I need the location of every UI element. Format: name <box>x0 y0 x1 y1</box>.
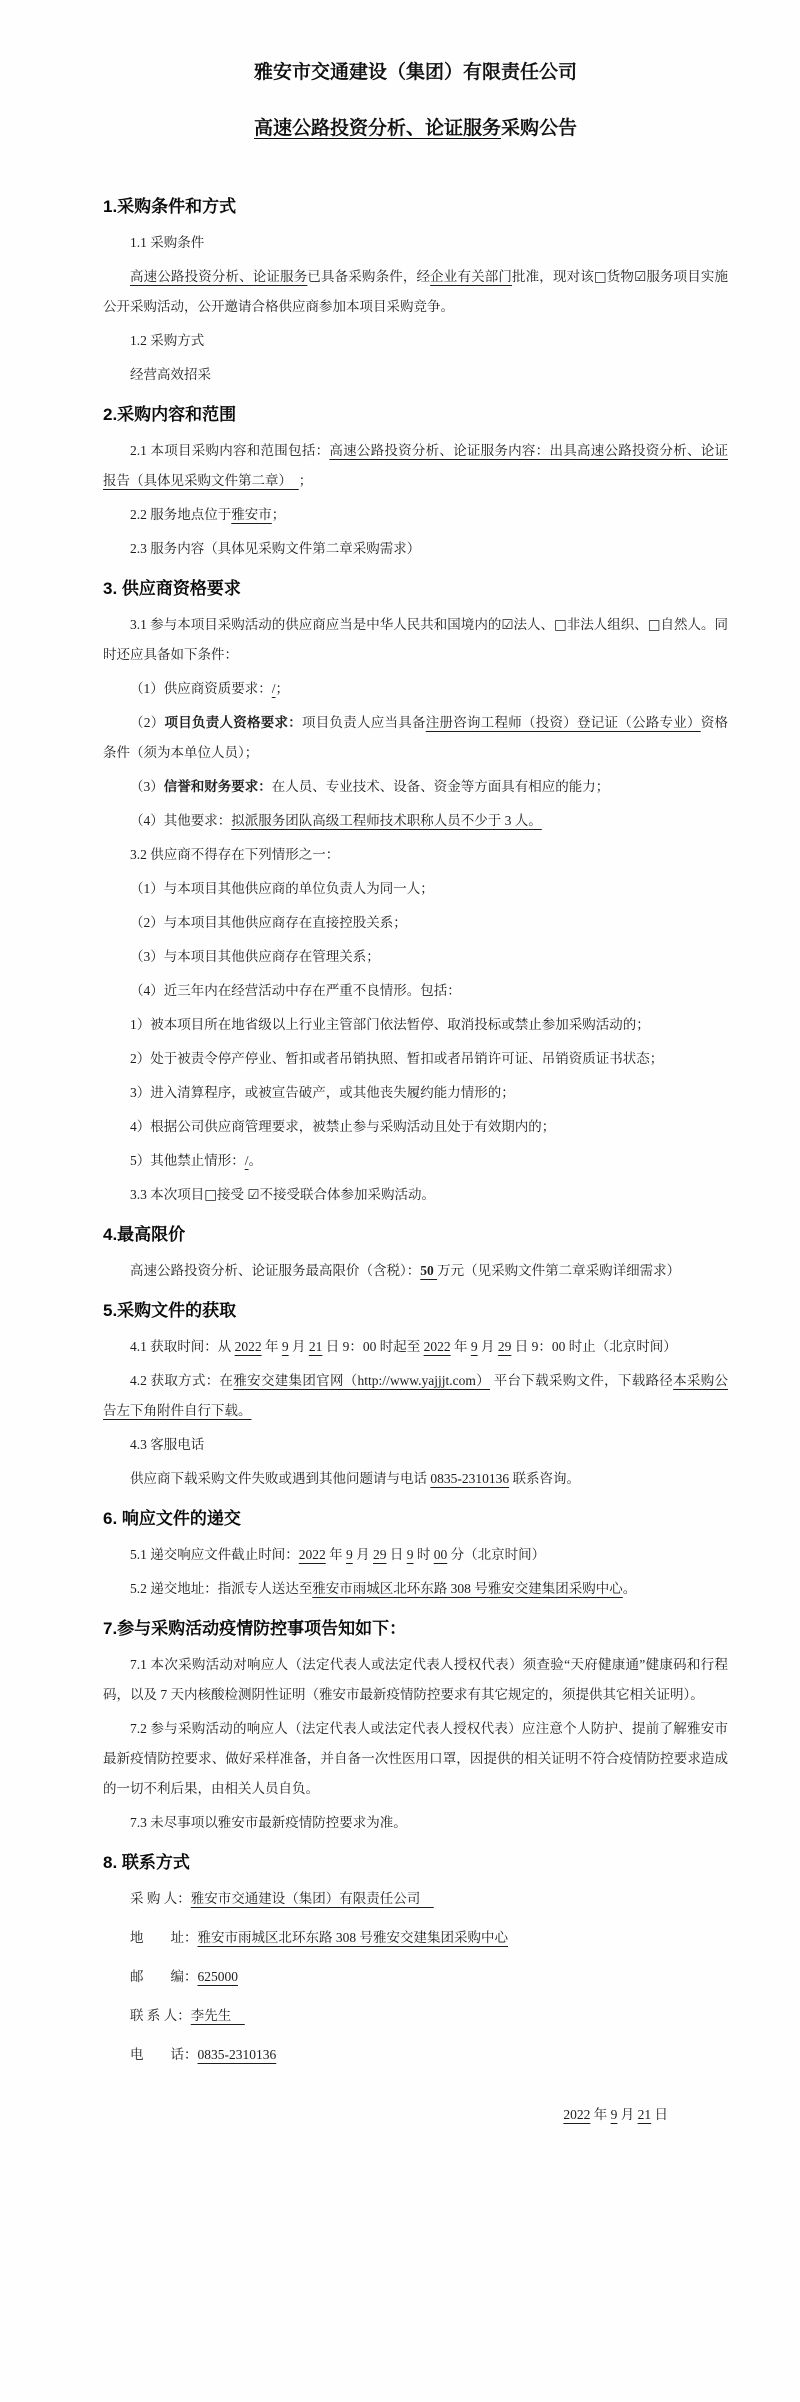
text-run: 9 <box>346 1547 353 1562</box>
text-run: （3） <box>130 779 164 794</box>
section-heading <box>103 1296 728 1326</box>
text-run: 9 <box>281 1339 289 1354</box>
paragraph <box>103 610 728 670</box>
text-run: ； <box>271 507 286 522</box>
text-run: 月 <box>352 1547 373 1562</box>
paragraph <box>103 1146 728 1176</box>
section-heading <box>103 400 728 430</box>
contact-line <box>103 1884 728 1914</box>
text-run: 高速公路投资分析、论证服务内容：出具高速公路投资分析、论证报告（具体见采购文件第二章） <box>103 443 729 488</box>
paragraph <box>103 1366 728 1426</box>
paragraph <box>103 1714 728 1804</box>
text-run: 不接受联合体参加采购活动。 <box>259 1187 435 1202</box>
text-run: 29 <box>373 1547 387 1562</box>
paragraph <box>103 1540 728 1570</box>
text-run: 5）其他禁止情形： <box>130 1153 245 1168</box>
text-run: 法人、 <box>513 617 554 632</box>
text-run: 2.2 服务地点位于 <box>130 507 232 522</box>
text-run: 4.2 获取方式：在 <box>130 1373 234 1388</box>
text-run: 注册咨询工程师（投资）登记证（公路专业） <box>425 715 701 730</box>
paragraph <box>103 326 728 356</box>
contact-line <box>103 2040 728 2070</box>
paragraph <box>103 840 728 870</box>
text-run: 。 <box>248 1153 263 1168</box>
paragraph <box>103 1650 728 1710</box>
text-run: 雅安市交通建设（集团）有限责任公司 <box>190 1891 434 1906</box>
text-run: 接受 <box>217 1187 248 1202</box>
text-run: 1.1 采购条件 <box>130 235 205 250</box>
paragraph <box>103 1574 728 1604</box>
text-run: 1）被本项目所在地省级以上行业主管部门依法暂停、取消投标或禁止参加采购活动的； <box>130 1017 650 1032</box>
text-run: 高速公路投资分析、论证服务最高限价（含税）： <box>130 1263 421 1278</box>
paragraph <box>103 1430 728 1460</box>
text-run: 年 <box>590 2107 611 2122</box>
text-run: 3.3 本次项目 <box>130 1187 205 1202</box>
text-run: 供应商下载采购文件失败或遇到其他问题请与电话 <box>130 1471 431 1486</box>
text-run: 3. 供应商资格要求 <box>103 579 241 598</box>
checkbox-checked-icon: ☑ <box>501 617 514 633</box>
paragraph <box>103 1256 728 1286</box>
text-run: 高速公路投资分析、论证服务 <box>130 269 308 284</box>
text-run: 雅安市雨城区北环东路 308 号雅安交建集团采购中心 <box>197 1930 508 1945</box>
checkbox-unchecked-icon: □ <box>204 1187 218 1203</box>
text-run: 日 9：00 时止（北京时间） <box>511 1339 677 1354</box>
text-run: 万元（见采购文件第二章采购详细需求） <box>437 1263 681 1278</box>
text-run: 雅安市交通建设（集团）有限责任公司 <box>253 62 577 83</box>
text-run: （3）与本项目其他供应商存在管理关系； <box>130 949 380 964</box>
text-run: 5.2 递交地址：指派专人送达至 <box>130 1581 313 1596</box>
text-run: 日 <box>386 1547 407 1562</box>
paragraph <box>103 534 728 564</box>
text-run: 自然人。同时还应具备如下条件： <box>103 617 729 662</box>
paragraph <box>103 874 728 904</box>
text-run: 6. 响应文件的递交 <box>103 1509 241 1528</box>
text-run: 2022 <box>563 2107 591 2122</box>
paragraph <box>103 1078 728 1108</box>
text-run: 2.采购内容和范围 <box>103 405 237 424</box>
paragraph <box>103 1044 728 1074</box>
text-run: 拟派服务团队高级工程师技术职称人员不少于 3 人。 <box>231 813 542 828</box>
text-run: 3.1 参与本项目采购活动的供应商应当是中华人民共和国境内的 <box>130 617 502 632</box>
date-line <box>103 2100 728 2130</box>
text-run: 电 话： <box>130 2047 198 2062</box>
paragraph <box>103 1808 728 1838</box>
text-run: 625000 <box>197 1969 238 1984</box>
text-run: 企业有关部门 <box>430 269 513 284</box>
text-run: 5.1 递交响应文件截止时间： <box>130 1547 299 1562</box>
text-run: 李先生 <box>190 2008 245 2023</box>
paragraph <box>103 360 728 390</box>
text-run: 采 购 人： <box>130 1891 191 1906</box>
text-run: 4.1 获取时间：从 <box>130 1339 235 1354</box>
text-run: 7.1 本次采购活动对响应人（法定代表人或法定代表人授权代表）须查验“天府健康通”健康码和行程码，以及 7 天内核酸检测阴性证明（雅安市最新疫情防控要求有其它规定的，须提供其它相关证明）。 <box>103 1657 728 1702</box>
text-run: 经营高效招采 <box>130 367 211 382</box>
text-run: 在人员、专业技术、设备、资金等方面具有相应的能力； <box>271 779 610 794</box>
section-heading <box>103 1614 728 1644</box>
text-run: 服务项目实施公开采购活动，公开邀请合格供应商参加本项目采购竞争。 <box>103 269 729 314</box>
text-run: 日 9：00 时起至 <box>322 1339 424 1354</box>
text-run: 年 <box>450 1339 471 1354</box>
text-run: / <box>271 681 276 696</box>
text-run: 2022 <box>298 1547 326 1562</box>
paragraph <box>103 976 728 1006</box>
text-run: 月 <box>288 1339 309 1354</box>
text-run: 9 <box>610 2107 618 2122</box>
text-run: 2.1 本项目采购内容和范围包括： <box>130 443 330 458</box>
paragraph <box>103 1332 728 1362</box>
text-run: 平台下载采购文件，下载路径 <box>490 1373 674 1388</box>
paragraph <box>103 262 728 322</box>
text-run: 采购公告 <box>501 118 578 139</box>
section-heading <box>103 1848 728 1878</box>
paragraph <box>103 500 728 530</box>
text-run: 2022 <box>423 1339 451 1354</box>
text-run: 雅安市 <box>231 507 272 522</box>
contact-line <box>103 1962 728 1992</box>
checkbox-unchecked-icon: □ <box>593 269 607 285</box>
text-run: 资格条件（须为本单位人员）； <box>103 715 728 760</box>
text-run: 4）根据公司供应商管理要求，被禁止参与采购活动且处于有效期内的； <box>130 1119 556 1134</box>
text-run: 本采购公告左下角附件自行下载。 <box>103 1373 729 1418</box>
section-heading <box>103 192 728 222</box>
text-run: 1.采购条件和方式 <box>103 197 237 216</box>
text-run: 3.2 供应商不得存在下列情形之一： <box>130 847 340 862</box>
paragraph <box>103 436 728 496</box>
checkbox-checked-icon: ☑ <box>634 269 647 285</box>
text-run: 00 <box>433 1547 448 1562</box>
checkbox-checked-icon: ☑ <box>247 1187 260 1203</box>
text-run: 雅安市雨城区北环东路 308 号雅安交建集团采购中心 <box>312 1581 623 1596</box>
text-run: 年 <box>325 1547 346 1562</box>
paragraph <box>103 1010 728 1040</box>
text-run: ； <box>275 681 290 696</box>
text-run: 项目负责人应当具备 <box>302 715 426 730</box>
text-run: 批准，现对该 <box>512 269 594 284</box>
paragraph <box>103 674 728 704</box>
text-run: （1）与本项目其他供应商的单位负责人为同一人； <box>130 881 434 896</box>
text-run: 0835-2310136 <box>430 1471 510 1486</box>
paragraph <box>103 228 728 258</box>
text-run: 4.3 客服电话 <box>130 1437 205 1452</box>
text-run: 9 <box>470 1339 478 1354</box>
section-heading <box>103 1220 728 1250</box>
text-run: 日 <box>651 2107 668 2122</box>
checkbox-unchecked-icon: □ <box>553 617 567 633</box>
text-run: 月 <box>477 1339 498 1354</box>
text-run: 21 <box>637 2107 652 2122</box>
text-run: 联系咨询。 <box>509 1471 580 1486</box>
text-run: 50 <box>420 1263 438 1278</box>
document-title-block <box>103 56 728 146</box>
text-run: 信誉和财务要求： <box>163 779 272 794</box>
paragraph <box>103 1180 728 1210</box>
text-run: 邮 编： <box>130 1969 198 1984</box>
text-run: 29 <box>497 1339 512 1354</box>
paragraph <box>103 1112 728 1142</box>
text-run: 3）进入清算程序，或被宣告破产，或其他丧失履约能力情形的； <box>130 1085 515 1100</box>
text-run: （1）供应商资质要求： <box>130 681 272 696</box>
text-run: 0835-2310136 <box>197 2047 277 2062</box>
paragraph <box>103 772 728 802</box>
text-run: 地 址： <box>130 1930 198 1945</box>
text-run: 已具备采购条件，经 <box>307 269 431 284</box>
text-run: 5.采购文件的获取 <box>103 1301 237 1320</box>
paragraph <box>103 806 728 836</box>
text-run: 7.3 未尽事项以雅安市最新疫情防控要求为准。 <box>130 1815 407 1830</box>
text-run: 分（北京时间） <box>447 1547 546 1562</box>
text-run: 7.参与采购活动疫情防控事项告知如下： <box>103 1619 407 1638</box>
text-run: 。 <box>622 1581 637 1596</box>
text-run: （4）近三年内在经营活动中存在严重不良情形。包括： <box>130 983 461 998</box>
text-run: 7.2 参与采购活动的响应人（法定代表人或法定代表人授权代表）应注意个人防护、提前了解雅安市最新疫情防控要求、做好采样准备，并自备一次性医用口罩，因提供的相关证明不符合疫情防控要求造成的一切不利后果，由相关人员自负。 <box>103 1721 728 1796</box>
text-run: 21 <box>308 1339 323 1354</box>
text-run: 年 <box>261 1339 282 1354</box>
text-run: 8. 联系方式 <box>103 1853 190 1872</box>
text-run: （2）与本项目其他供应商存在直接控股关系； <box>130 915 407 930</box>
text-run: 高速公路投资分析、论证服务 <box>253 118 501 139</box>
section-heading <box>103 574 728 604</box>
text-run: 月 <box>617 2107 638 2122</box>
text-run: （4）其他要求： <box>130 813 232 828</box>
text-run: 4.最高限价 <box>103 1225 186 1244</box>
text-run: 1.2 采购方式 <box>130 333 205 348</box>
text-run: 项目负责人资格要求： <box>164 715 302 730</box>
text-run: / <box>244 1153 249 1168</box>
text-run: ； <box>298 473 313 488</box>
paragraph <box>103 942 728 972</box>
text-run: （2） <box>130 715 165 730</box>
section-heading <box>103 1504 728 1534</box>
paragraph <box>103 908 728 938</box>
contact-line <box>103 1923 728 1953</box>
document-body <box>103 192 728 2130</box>
text-run: 2）处于被责令停产停业、暂扣或者吊销执照、暂扣或者吊销许可证、吊销资质证书状态； <box>130 1051 664 1066</box>
text-run: 联 系 人： <box>130 2008 191 2023</box>
checkbox-unchecked-icon: □ <box>647 617 661 633</box>
doc-title-line <box>103 112 728 146</box>
contact-line <box>103 2001 728 2031</box>
paragraph <box>103 708 728 768</box>
text-run: 雅安交建集团官网（http://www.yajjjt.com） <box>233 1373 491 1388</box>
text-run: 时 <box>413 1547 434 1562</box>
doc-title-line <box>103 56 728 90</box>
text-run: 非法人组织、 <box>566 617 648 632</box>
paragraph <box>103 1464 728 1494</box>
text-run: 2.3 服务内容（具体见采购文件第二章采购需求） <box>130 541 421 556</box>
text-run: 2022 <box>234 1339 262 1354</box>
text-run: 货物 <box>606 269 635 284</box>
text-run: 9 <box>406 1547 414 1562</box>
